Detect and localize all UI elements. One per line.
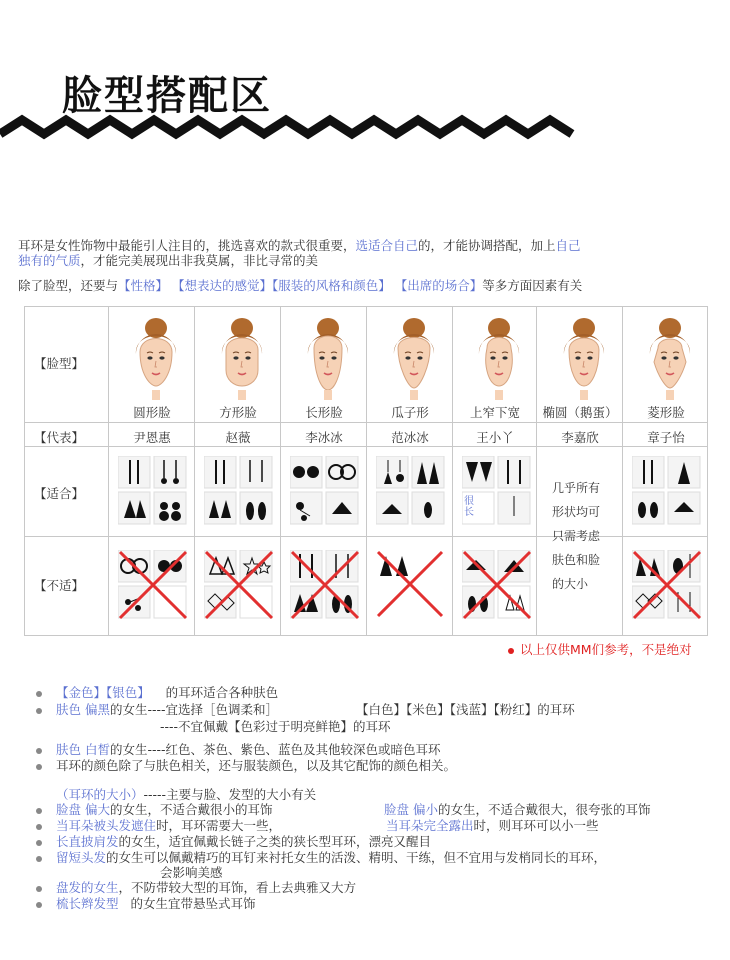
face-illustration (624, 312, 708, 402)
tip-line: 脸盘 偏大的女生，不适合戴很小的耳饰 (56, 802, 273, 817)
earring-icons-diamond-suitable (632, 456, 702, 526)
row-label-suitable: 【适合】 (34, 486, 85, 501)
bullet-icon (36, 708, 42, 714)
intro-factors: 除了脸型，还要与【性格】 【想表达的感觉】【服装的风格和颜色】 【出席的场合】等多方面因素有关 (18, 278, 583, 293)
bullet-icon (36, 764, 42, 770)
face-illustration (110, 312, 194, 402)
face-shape-table (24, 306, 708, 636)
tip-line: （耳环的大小）-----主要与脸、发型的大小有关 (56, 787, 317, 802)
tip-line-warning: 耳环的颜色除了与肤色相关，还与服装颜色，以及其它配饰的颜色相关。 (56, 758, 457, 773)
representative-name: 范冰冰 (391, 430, 429, 445)
tip-line: 肤色 白皙的女生----红色、茶色、紫色、蓝色及其他较深色或暗色耳环 (56, 742, 441, 757)
earring-icons-diamond-unsuitable (632, 550, 702, 620)
row-label-face: 【脸型】 (34, 356, 85, 371)
tip-line: 【白色】【米色】【浅蓝】【粉红】的耳环 (356, 702, 575, 717)
tip-line: 留短头发的女生可以佩戴精巧的耳钉来衬托女生的活泼、精明、干练，但不宜用与发梢同长的耳环， (56, 850, 607, 865)
earring-icons-long-suitable (290, 456, 360, 526)
face-illustration (282, 312, 366, 402)
tip-line: ----不宜佩戴【色彩过于明亮鲜艳】的耳环 (160, 719, 391, 734)
face-shape-label: 长形脸 (305, 405, 343, 420)
bullet-icon (36, 748, 42, 754)
intro-text: 耳环是女性饰物中最能引人注目的，挑选喜欢的款式很重要，选适合自己的，才能协调搭配，加上自己 独有的气质，才能完美展现出非我莫属，非比寻常的美 (18, 238, 581, 268)
earring-icons-triangle-unsuitable (462, 550, 532, 620)
tip-line: 【金色】【银色】 的耳环适合各种肤色 (56, 685, 279, 700)
tip-line: 脸盘 偏小的女生，不适合戴很大，很夸张的耳饰 (384, 802, 651, 817)
face-shape-label: 椭圆（鹅蛋） (542, 405, 618, 420)
bullet-icon (36, 886, 42, 892)
face-illustration (368, 312, 452, 402)
earring-icons-square-suitable (204, 456, 274, 526)
face-shape-label: 瓜子形 (391, 405, 429, 420)
red-dot-icon (508, 648, 514, 654)
row-label-unsuitable: 【不适】 (34, 578, 85, 593)
row-label-representative: 【代表】 (34, 430, 85, 445)
face-shape-label: 圆形脸 (133, 405, 171, 420)
tip-line: 长直披肩发的女生，适宜佩戴长链子之类的狭长型耳环，漂亮又醒目 (56, 834, 432, 849)
representative-name: 王小丫 (476, 430, 514, 445)
bullet-icon (36, 856, 42, 862)
earring-icons-long-unsuitable (290, 550, 360, 620)
page-title: 脸型搭配区 (62, 73, 272, 119)
representative-name: 李冰冰 (305, 430, 343, 445)
earring-icons-square-unsuitable (204, 550, 274, 620)
disclaimer: 以上仅供MM们参考，不是绝对 (508, 640, 692, 658)
representative-name: 章子怡 (647, 430, 685, 445)
representative-name: 赵薇 (225, 430, 251, 445)
representative-name: 李嘉欣 (561, 430, 599, 445)
earring-icons-oval-chin-suitable (376, 456, 446, 526)
tip-line: 当耳朵被头发遮住时，耳环需要大一些， (56, 818, 282, 833)
tip-line: 盘发的女生，不防带较大型的耳饰，看上去典雅又大方 (56, 880, 357, 895)
oval-face-note: 几乎所有 形状均可 只需考虑 肤色和脸 的大小 (552, 481, 601, 591)
tip-line: 梳长辫发型 的女生宜带悬坠式耳饰 (56, 896, 256, 911)
bullet-icon (36, 691, 42, 697)
zigzag-divider (0, 112, 580, 148)
earring-icons-round-unsuitable (118, 550, 188, 620)
tip-line: 会影响美感 (160, 865, 223, 880)
earring-icons-oval-chin-unsuitable (376, 550, 446, 620)
face-illustration (453, 312, 537, 402)
tip-line: 当耳朵完全露出时，则耳环可以小一些 (386, 818, 599, 833)
representative-name: 尹恩惠 (133, 430, 171, 445)
tip-line: 肤色 偏黑的女生----宜选择［色调柔和］ (56, 702, 279, 717)
bullet-icon (36, 840, 42, 846)
bullet-icon (36, 824, 42, 830)
bullet-icon (36, 808, 42, 814)
face-shape-label: 方形脸 (219, 405, 257, 420)
bullet-icon (36, 902, 42, 908)
face-shape-label: 菱形脸 (647, 405, 685, 420)
earring-icons-round-suitable (118, 456, 188, 526)
face-illustration (196, 312, 280, 402)
face-illustration (538, 312, 622, 402)
face-shape-label: 上窄下宽 (469, 405, 520, 420)
long-label: 很长 (464, 496, 474, 518)
